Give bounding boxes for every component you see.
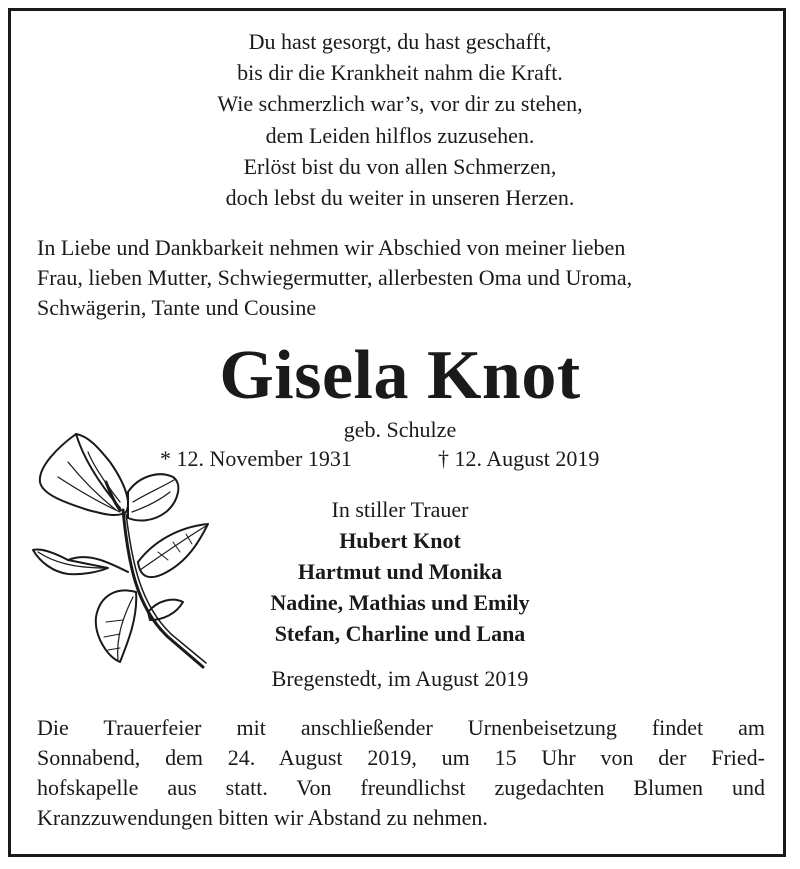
mourner-name: Hubert Knot: [339, 528, 461, 553]
memorial-poem: [0, 26, 800, 213]
mourners-heading: In stiller Trauer: [331, 497, 469, 522]
poem-line: bis dir die Krankheit nahm die Kraft.: [237, 60, 563, 86]
intro-line: Frau, lieben Mutter, Schwiegermutter, allerbesten Oma und Uroma,: [37, 265, 633, 290]
mourners-block: [200, 494, 600, 649]
place-date: Bregenstedt, im August 2019: [271, 666, 529, 691]
poem-line: Erlöst bist du von allen Schmerzen,: [243, 153, 557, 179]
mourner-name: Nadine, Mathias und Emily: [270, 590, 530, 615]
farewell-intro: [37, 233, 767, 323]
mourner-name: Hartmut und Monika: [297, 559, 503, 584]
funeral-line: hofskapelle aus statt. Von freundlichst zugedachten Blumen und: [37, 775, 765, 800]
funeral-info: [37, 713, 765, 833]
deceased-name: Gisela Knot: [219, 337, 581, 414]
poem-line: Wie schmerzlich war’s, vor dir zu stehen,: [217, 91, 583, 117]
funeral-line: Die Trauerfeier mit anschließender Urnenbeisetzung findet am: [37, 715, 765, 740]
poem-line: Du hast gesorgt, du hast geschafft,: [248, 29, 552, 54]
mourner-name: Stefan, Charline und Lana: [274, 621, 526, 646]
birth-date: * 12. November 1931: [160, 446, 352, 471]
death-date: † 12. August 2019: [438, 446, 600, 471]
intro-line: Schwägerin, Tante und Cousine: [37, 295, 317, 320]
birth-name: geb. Schulze: [343, 417, 457, 442]
poem-line: doch lebst du weiter in unseren Herzen.: [225, 185, 575, 211]
funeral-line: Sonnabend, dem 24. August 2019, um 15 Uhr von der Fried-: [37, 745, 765, 770]
intro-line: In Liebe und Dankbarkeit nehmen wir Abschied von meiner lieben: [37, 235, 626, 260]
funeral-line: Kranzzuwendungen bitten wir Abstand zu nehmen.: [37, 805, 488, 830]
poem-line: dem Leiden hilflos zuzusehen.: [265, 122, 535, 148]
calla-lily-icon: [28, 422, 228, 672]
